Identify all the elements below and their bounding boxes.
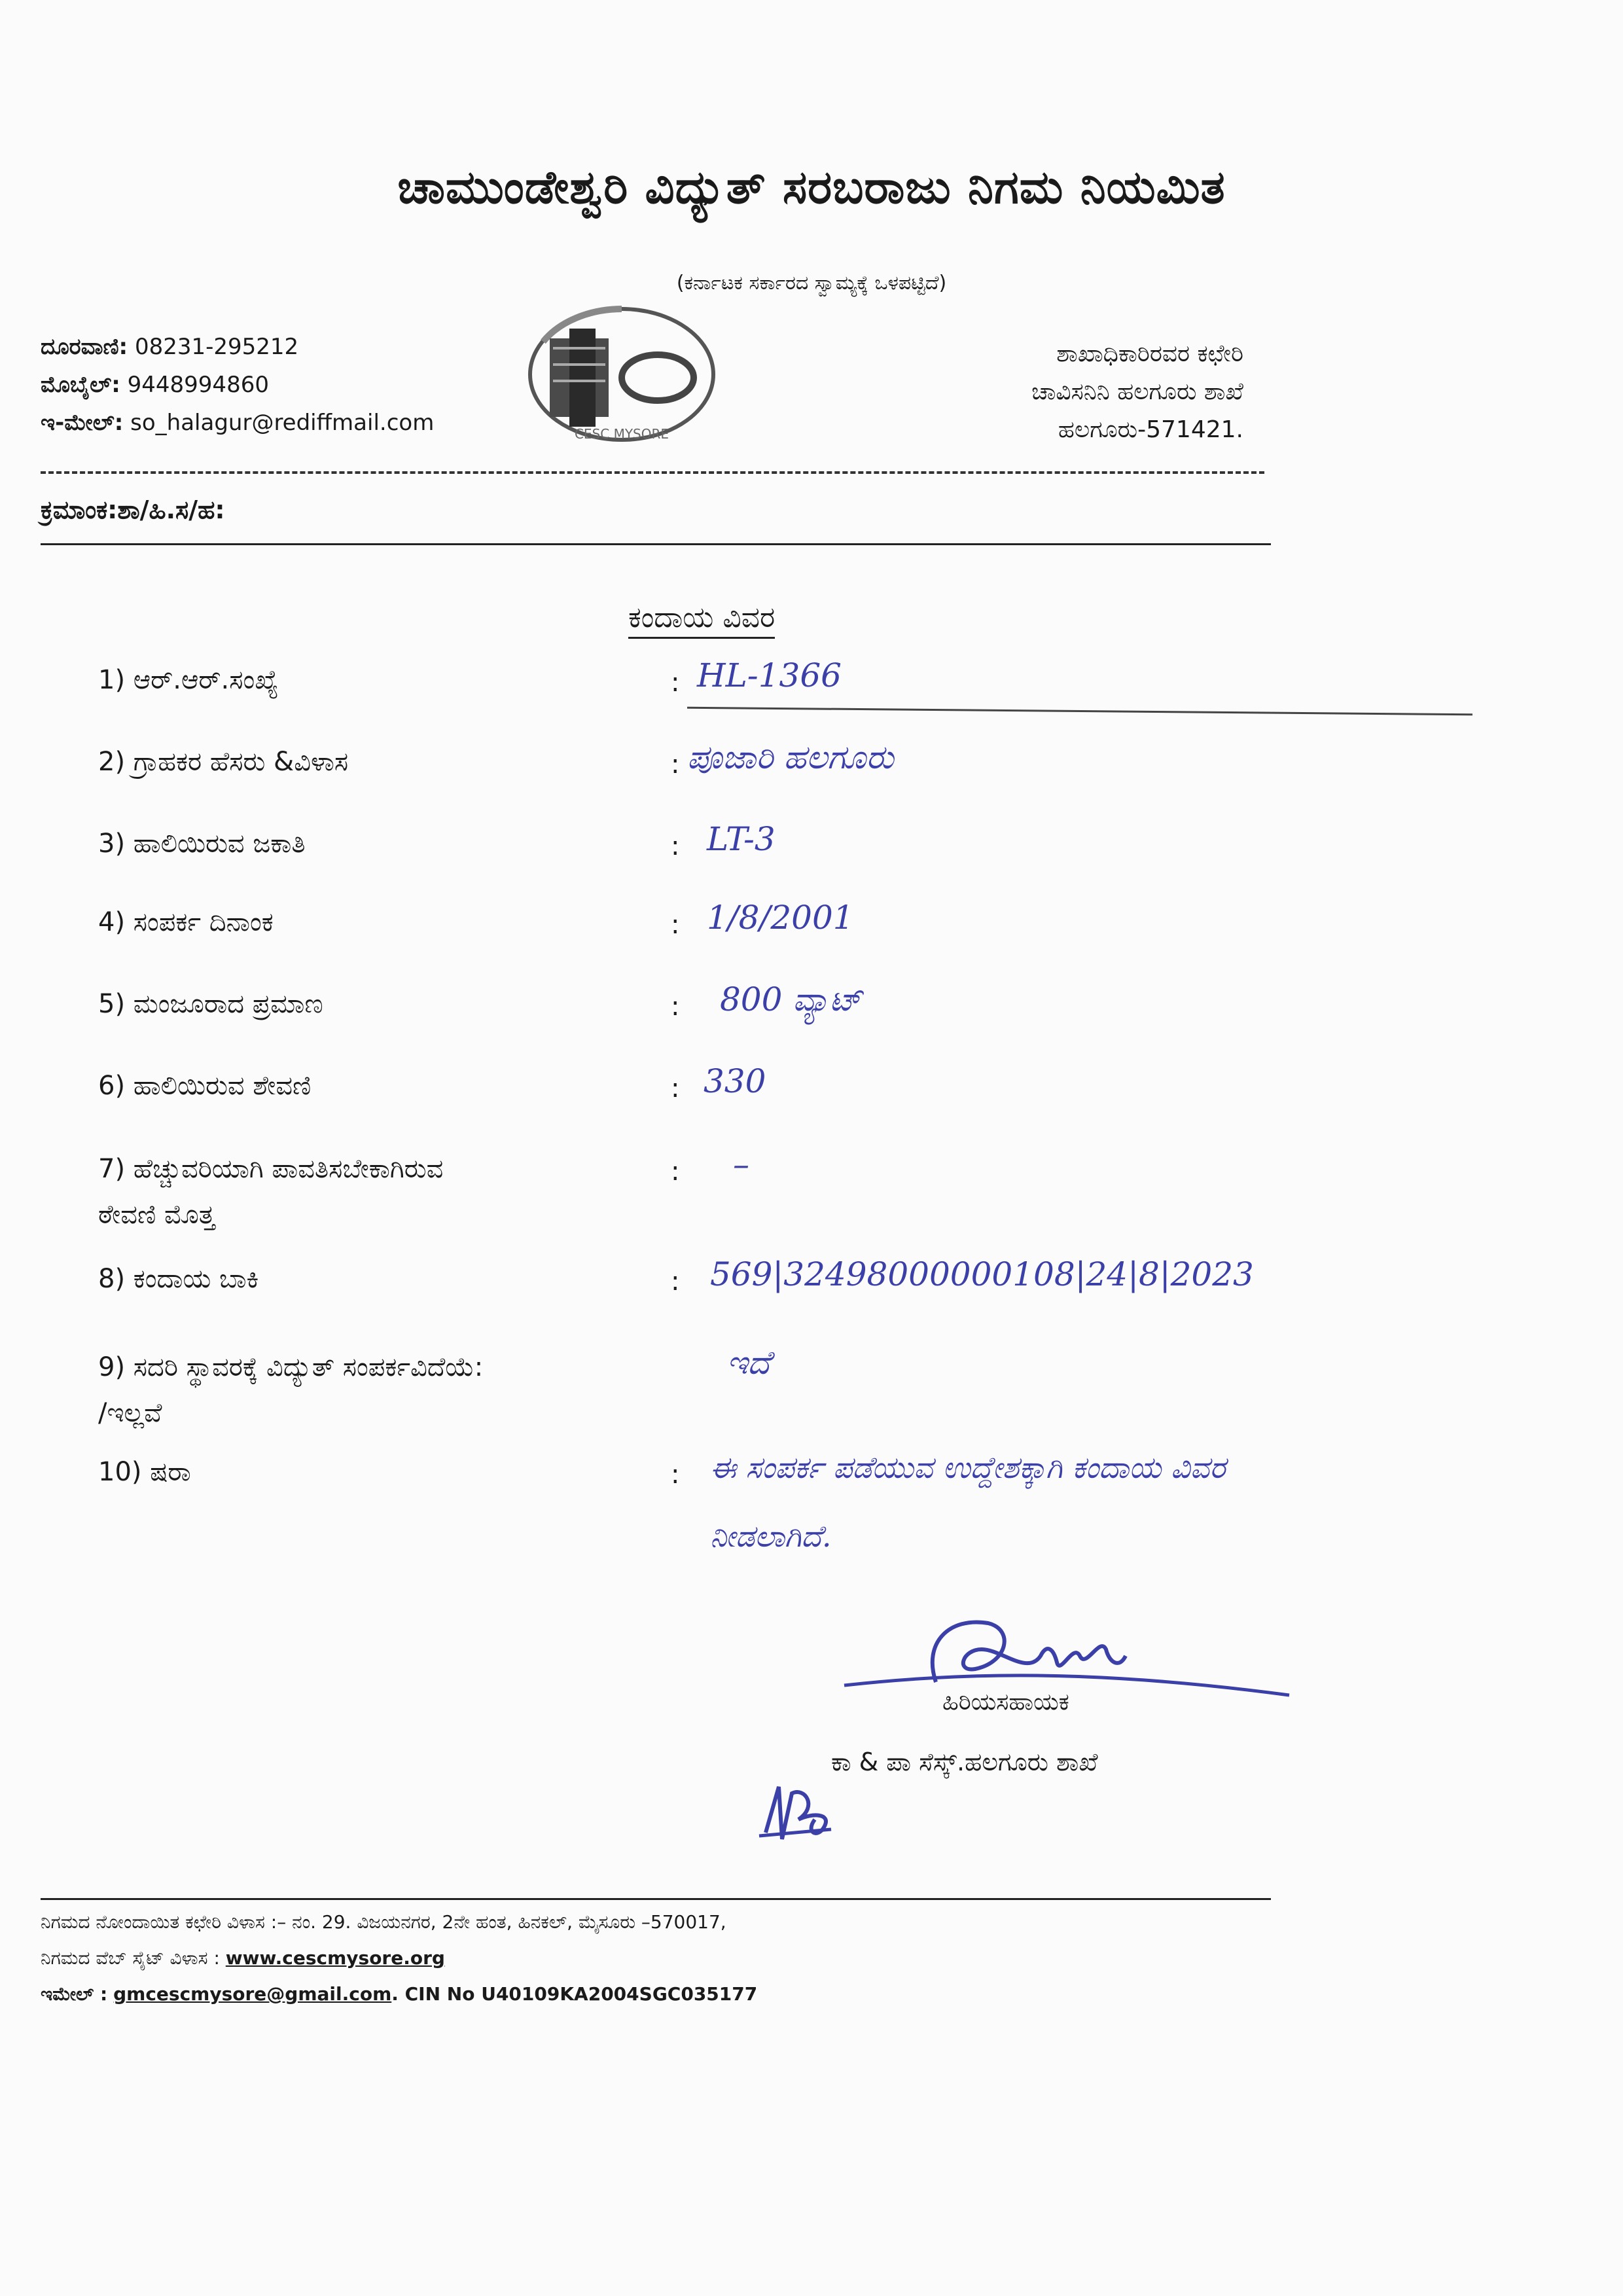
phone-line [41, 334, 298, 360]
footer-divider [41, 1898, 1271, 1900]
row-10-value-cont: ನೀಡಲಾಗಿದೆ. [710, 1518, 832, 1554]
row-8-label: 8) ಕಂದಾಯ ಬಾಕಿ [98, 1264, 259, 1294]
org-subtitle: (ಕರ್ನಾಟಕ ಸರ್ಕಾರದ ಸ್ವಾಮ್ಯಕ್ಕೆ ಒಳಪಟ್ಟಿದೆ) [676, 272, 947, 295]
phone-number: 08231-295212 [134, 334, 299, 360]
footer-address: ನಿಗಮದ ನೋಂದಾಯಿತ ಕಛೇರಿ ವಿಳಾಸ :– ನಂ. 29. ವಿಜಯನಗರ, 2ನೇ ಹಂತ, ಹಿನಕಲ್, ಮೈಸೂರು –570017, [41, 1911, 726, 1933]
row-6-value: 330 [704, 1062, 766, 1100]
row-2-colon: : [671, 749, 680, 780]
row-1-underline [687, 707, 1472, 715]
cesc-logo [524, 302, 720, 446]
row-4-colon: : [671, 910, 680, 940]
mobile-number: 9448994860 [127, 372, 269, 398]
row-1-value: HL-1366 [697, 656, 842, 694]
footer-email-label: ಇಮೇಲ್ : [41, 1983, 108, 2005]
row-4-label: 4) ಸಂಪರ್ಕ ದಿನಾಂಕ [98, 907, 274, 937]
row-6-colon: : [671, 1073, 680, 1103]
footer-website-label: ನಿಗಮದ ವೆಬ್ ಸೈಟ್ ವಿಳಾಸ : [41, 1947, 220, 1969]
row-8-colon: : [671, 1266, 680, 1297]
phone-label: ದೂರವಾಣಿ: [41, 334, 128, 360]
row-5-value: 800 ವ್ಯಾಟ್ [720, 980, 862, 1018]
row-7-label: 7) ಹೆಚ್ಚುವರಿಯಾಗಿ ಪಾವತಿಸಬೇಕಾಗಿರುವ [98, 1154, 444, 1184]
row-4-value: 1/8/2001 [707, 899, 854, 937]
row-3-label: 3) ಹಾಲಿಯಿರುವ ಜಕಾತಿ [98, 829, 306, 859]
row-5-label: 5) ಮಂಜೂರಾದ ಪ್ರಮಾಣ [98, 989, 323, 1019]
email-address: so_halagur@rediffmail.com [130, 410, 435, 436]
signatory-designation: ಹಿರಿಯಸಹಾಯಕ [942, 1689, 1069, 1715]
footer-email-link[interactable]: gmcescmysore@gmail.com [113, 1983, 392, 2005]
row-1-label: 1) ಆರ್.ಆರ್.ಸಂಖ್ಯೆ [98, 665, 279, 695]
email-line [41, 410, 434, 436]
email-label: ಇ-ಮೇಲ್: [41, 410, 124, 436]
ref-divider [41, 543, 1271, 545]
row-9-label: 9) ಸದರಿ ಸ್ಥಾವರಕ್ಕೆ ವಿದ್ಯುತ್ ಸಂಪರ್ಕವಿದೆಯೆ: [98, 1352, 484, 1382]
signatory-branch: ಕಾ & ಪಾ ಸೆಸ್ಕ್.ಹಲಗೂರು ಶಾಖೆ [831, 1748, 1098, 1776]
row-2-value: ಪೂಜಾರಿ ಹಲಗೂರು [687, 738, 894, 776]
office-line-2: ಚಾವಿಸನಿನಿ ಹಲಗೂರು ಶಾಖೆ [1031, 378, 1243, 405]
reference-label: ಕ್ರಮಾಂಕ:ಶಾ/ಹಿ.ಸ/ಹ: [41, 495, 225, 524]
row-1-colon: : [671, 668, 680, 698]
footer-website-line [41, 1947, 445, 1969]
row-2-label: 2) ಗ್ರಾಹಕರ ಹೆಸರು &ವಿಳಾಸ [98, 747, 349, 777]
row-10-label: 10) ಷರಾ [98, 1457, 191, 1487]
row-9-label-cont: /ಇಲ್ಲವೆ [98, 1398, 162, 1428]
initials-icon [753, 1767, 844, 1852]
logo-text: CESC MYSORE [574, 426, 669, 442]
footer-website-link[interactable]: www.cescmysore.org [225, 1947, 445, 1969]
row-7-label-cont: ಠೇವಣಿ ಮೊತ್ತ [98, 1200, 215, 1230]
row-3-value: LT-3 [707, 820, 776, 858]
office-line-1: ಶಾಖಾಧಿಕಾರಿರವರ ಕಛೇರಿ [1056, 340, 1243, 367]
footer-email-line [41, 1983, 757, 2005]
row-7-colon: : [671, 1157, 680, 1187]
mobile-label: ಮೊಬೈಲ್: [41, 372, 120, 398]
row-10-value: ಈ ಸಂಪರ್ಕ ಪಡೆಯುವ ಉದ್ದೇಶಕ್ಕಾಗಿ ಕಂದಾಯ ವಿವರ [710, 1450, 1226, 1485]
office-line-3: ಹಲಗೂರು-571421. [1058, 416, 1243, 443]
row-9-value: ಇದೆ [726, 1344, 770, 1382]
row-10-colon: : [671, 1460, 680, 1490]
row-3-colon: : [671, 831, 680, 861]
row-6-label: 6) ಹಾಲಿಯಿರುವ ಶೇವಣಿ [98, 1071, 312, 1101]
row-5-colon: : [671, 992, 680, 1022]
org-title: ಚಾಮುಂಡೇಶ್ವರಿ ವಿದ್ಯುತ್ ಸರಬರಾಜು ನಿಗಮ ನಿಯಮಿತ [397, 160, 1226, 214]
footer-cin: . CIN No U40109KA2004SGC035177 [391, 1983, 758, 2005]
header-divider [41, 471, 1264, 474]
section-title: ಕಂದಾಯ ವಿವರ [628, 601, 775, 639]
mobile-line [41, 372, 269, 398]
row-8-value: 569|32498000000108|24|8|2023 [710, 1255, 1254, 1293]
row-7-value: – [733, 1145, 749, 1183]
